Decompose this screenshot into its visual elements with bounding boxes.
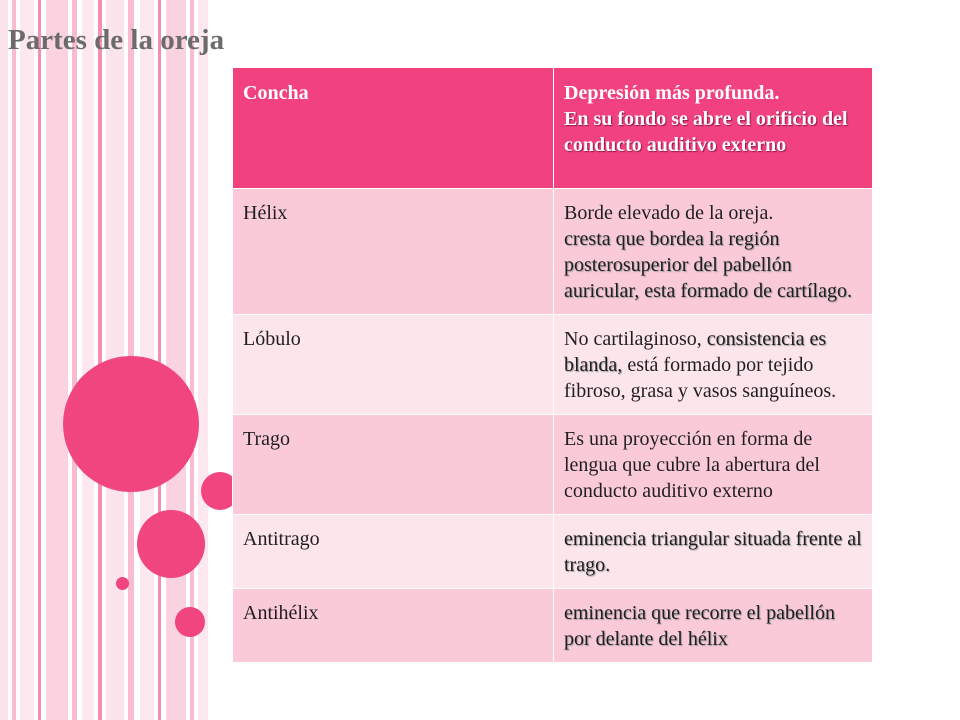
decorative-circle-medium <box>137 510 205 578</box>
stripe <box>158 0 161 720</box>
term-label: Antitrago <box>243 528 320 550</box>
table-row <box>233 515 873 589</box>
definition-emphasis: En su fondo se abre el orificio del conducto auditivo externo <box>564 108 848 156</box>
stripe <box>38 0 41 720</box>
term-label: Concha <box>243 82 309 104</box>
term-cell <box>233 315 554 415</box>
stripe <box>82 0 94 720</box>
decorative-circle-small <box>175 607 205 637</box>
term-cell <box>233 415 554 515</box>
table-row <box>233 189 873 315</box>
stripe <box>46 0 68 720</box>
definition-emphasis: eminencia triangular situada frente al trago. <box>564 528 862 576</box>
term-label: Lóbulo <box>243 328 301 350</box>
definition-text: Borde elevado de la oreja. <box>564 202 774 224</box>
decorative-circle-tiny <box>116 577 129 590</box>
term-label: Trago <box>243 428 291 450</box>
term-cell <box>233 515 554 589</box>
table-row <box>233 68 873 189</box>
ear-parts-table <box>232 67 873 663</box>
page-title: Partes de la oreja <box>8 24 225 56</box>
definition-text: Depresión más profunda. <box>564 82 780 104</box>
definition-cell <box>554 415 873 515</box>
term-cell <box>233 68 554 189</box>
stripe <box>12 0 16 720</box>
stripe <box>98 0 102 720</box>
definition-emphasis: consistencia es blanda, <box>564 328 827 376</box>
stripe <box>20 0 34 720</box>
definition-cell <box>554 315 873 415</box>
table-row <box>233 589 873 663</box>
term-label: Hélix <box>243 202 288 224</box>
definition-cell <box>554 189 873 315</box>
definition-emphasis: eminencia que recorre el pabellón por delante del hélix <box>564 602 835 650</box>
definition-text: Es una proyección en forma de lengua que cubre la abertura del conducto auditivo externo <box>564 428 820 502</box>
stripe <box>0 0 8 720</box>
term-cell <box>233 189 554 315</box>
table-row <box>233 415 873 515</box>
term-cell <box>233 589 554 663</box>
definition-text: No cartilaginoso, <box>564 328 707 350</box>
stripe <box>72 0 77 720</box>
definition-cell <box>554 589 873 663</box>
definition-emphasis: cresta que bordea la región posterosuperior del pabellón auricular, esta formado de cartílago. <box>564 228 852 302</box>
decorative-circle-large <box>63 356 199 492</box>
definition-cell <box>554 515 873 589</box>
table-row <box>233 315 873 415</box>
definition-cell <box>554 68 873 189</box>
term-label: Antihélix <box>243 602 319 624</box>
definition-text: está formado por tejido fibroso, grasa y vasos sanguíneos. <box>564 354 837 402</box>
